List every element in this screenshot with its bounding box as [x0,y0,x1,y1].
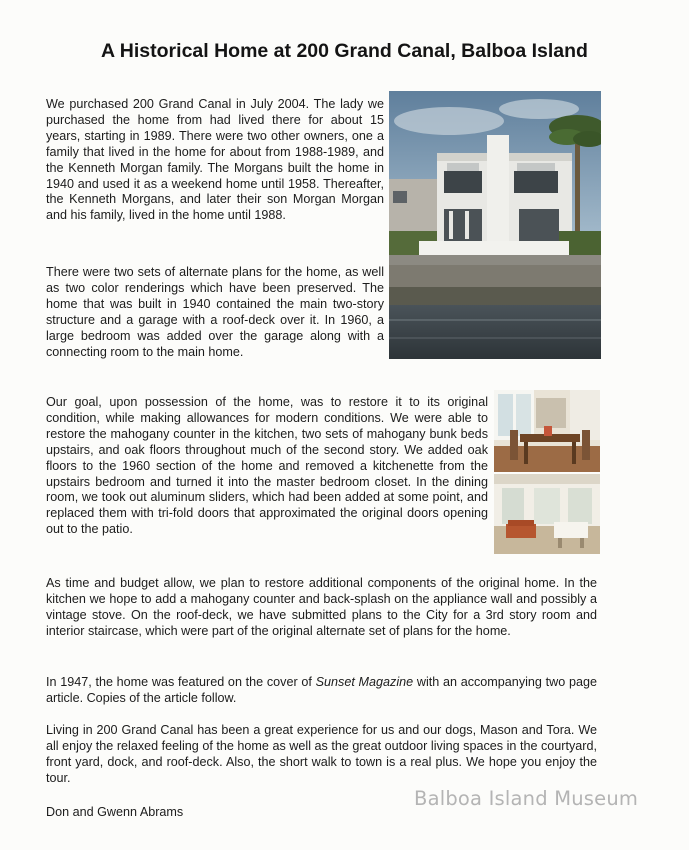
museum-watermark: Balboa Island Museum [414,787,639,810]
paragraph-sunset-magazine [46,675,597,707]
living-room-photo [494,474,600,554]
paragraph-living-experience: Living in 200 Grand Canal has been a great experience for us and our dogs, Mason and Tora. We all enjoy the relaxed feeling of the home as well as the great outdoor living spaces in the courtyard, front yard, dock, and roof-deck. Also, the short walk to town is a real plus. We hope you enjoy the tour. [46,723,597,785]
p5-after: with an accompanying two page article. Copies of the article follow. [46,675,597,705]
paragraph-restoration: Our goal, upon possession of the home, was to restore it to its original condition, while making allowances for modern conditions. We were able to restore the mahogany counter in the kitchen, two sets of mahogany bunk beds upstairs, and oak floors throughout much of the second story. We added oak floors to the 1960 section of the home and removed a kitchenette from the upstairs bedroom and turned it into the master bedroom closet. In the dining room, we took out aluminum sliders, which had been added at some point, and replaced them with tri-fold doors that approximated the original doors opening out to the patio. [46,395,488,537]
dining-room-photo [494,390,600,472]
house-exterior-photo [389,91,601,359]
magazine-name: Sunset Magazine [315,675,414,689]
signature: Don and Gwenn Abrams [46,805,184,819]
paragraph-alternate-plans: There were two sets of alternate plans for the home, as well as two color renderings which have been preserved. The home that was built in 1940 contained the main two-story structure and a garage with a roof-deck over it. In 1960, a large bedroom was added over the garage along with a connecting room to the main home. [46,265,384,359]
paragraph-ownership-history: We purchased 200 Grand Canal in July 2004. The lady we purchased the home from had lived there for about 15 years, starting in 1989. There were two other owners, one a family that lived in the home for about from 1988-1989, and the Kenneth Morgan family. The Morgans built the home in 1940 and used it as a weekend home until 1958. Thereafter, the Kenneth Morgans, and later their son Morgan Morgan and his family, lived in the home until 1988. [46,97,384,223]
p5-before: In 1947, the home was featured on the cover of [46,675,316,689]
page-title: A Historical Home at 200 Grand Canal, Balboa Island [101,40,588,62]
paragraph-future-plans: As time and budget allow, we plan to restore additional components of the original home. In the kitchen we hope to add a mahogany counter and back-splash on the appliance wall and possibly a vintage stove. On the roof-deck, we have submitted plans to the City for a 3rd story room and interior staircase, which were part of the original alternate set of plans for the home. [46,576,597,638]
